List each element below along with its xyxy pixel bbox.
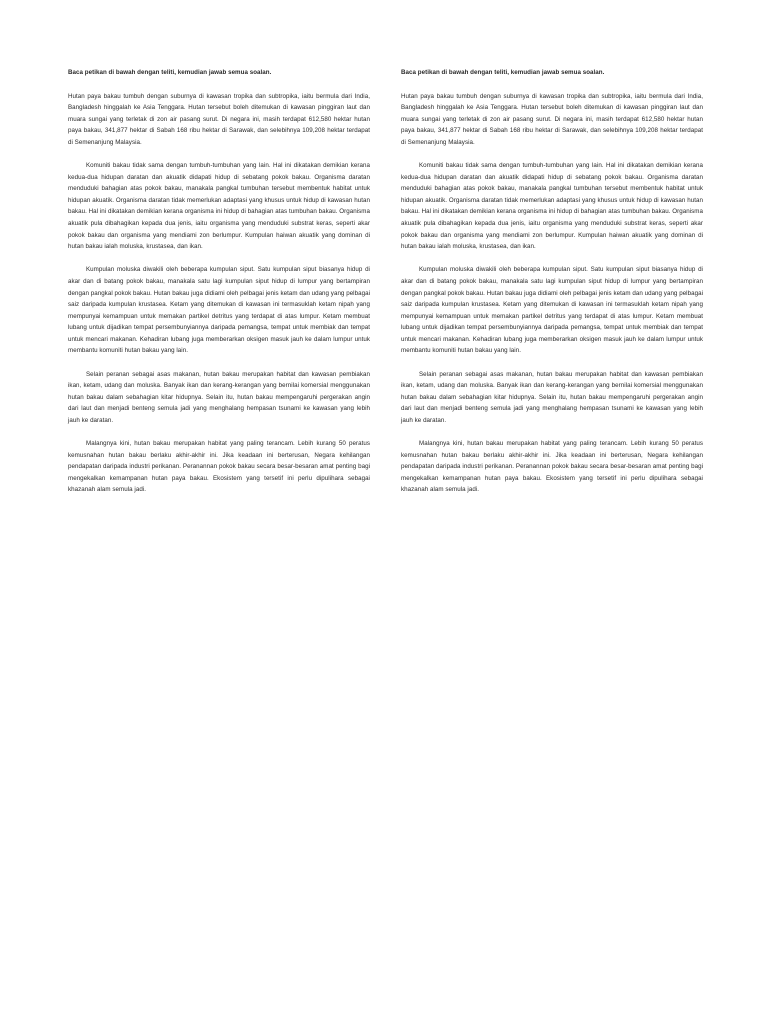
- paragraph-4: Selain peranan sebagai asas makanan, hutan bakau merupakan habitat dan kawasan pembiakan ikan, ketam, udang dan moluska. Banyak ikan dan kerang-kerangan yang bernilai komersial menggunakan hutan bakau dalam sebahagian kitar hidupnya. Selain itu, hutan bakau mempengaruhi pergerakan angin dari laut dan menjadi benteng semula jadi yang menghalang hempasan tsunami ke kawasan yang lebih jauh ke daratan.: [401, 370, 703, 424]
- passage-column-left: [68, 67, 370, 508]
- paragraph-3: Kumpulan moluska diwakili oleh beberapa kumpulan siput. Satu kumpulan siput biasanya hidup di akar dan di batang pokok bakau, manakala satu lagi kumpulan siput hidup di lumpur yang bertampiran dengan pangkal pokok bakau. Hutan bakau juga didiami oleh pelbagai jenis ketam dan udang yang pelbagai saiz daripada kumpulan krustasea. Ketam yang ditemukan di kawasan ini termasuklah ketam nipah yang mempunyai kemampuan untuk memakan partikel detritus yang terdapat di atas lumpur. Ketam membuat lubang untuk dijadikan tempat persembunyiannya daripada pemangsa, tempat untuk membiak dan tempat untuk mencari makanan. Kehadiran lubang juga memberarkan oksigen masuk jauh ke dalam lumpur untuk membantu komuniti hutan bakau yang lain.: [401, 266, 703, 355]
- paragraph-1: Hutan paya bakau tumbuh dengan suburnya di kawasan tropika dan subtropika, iaitu bermula dari India, Bangladesh hinggalah ke Asia Tenggara. Hutan tersebut boleh ditemukan di kawasan pinggiran laut dan muara sungai yang terletak di zon air pasang surut. Di negara ini, masih terdapat 612,580 hektar hutan paya bakau, 341,877 hektar di Sabah 168 ribu hektar di Sarawak, dan selebihnya 109,208 hektar terdapat di Semenanjung Malaysia.: [401, 92, 703, 146]
- paragraph-5: Malangnya kini, hutan bakau merupakan habitat yang paling terancam. Lebih kurang 50 peratus kemusnahan hutan bakau berlaku akhir-akhir ini. Jika keadaan ini berterusan, Negara kehilangan pendapatan daripada industri perikanan. Peranannan pokok bakau secara besar-besaran amat penting bagi mengekalkan kemampanan hutan paya bakau. Ekosistem yang tersetif ini perlu dipulihara sebagai khazanah alam semula jadi.: [68, 440, 370, 494]
- passage-column-right: [401, 67, 703, 508]
- paragraph-5: Malangnya kini, hutan bakau merupakan habitat yang paling terancam. Lebih kurang 50 peratus kemusnahan hutan bakau berlaku akhir-akhir ini. Jika keadaan ini berterusan, Negara kehilangan pendapatan daripada industri perikanan. Peranannan pokok bakau secara besar-besaran amat penting bagi mengekalkan kemampanan hutan paya bakau. Ekosistem yang tersetif ini perlu dipulihara sebagai khazanah alam semula jadi.: [401, 440, 703, 494]
- paragraph-3: Kumpulan moluska diwakili oleh beberapa kumpulan siput. Satu kumpulan siput biasanya hidup di akar dan di batang pokok bakau, manakala satu lagi kumpulan siput hidup di lumpur yang bertampiran dengan pangkal pokok bakau. Hutan bakau juga didiami oleh pelbagai jenis ketam dan udang yang pelbagai saiz daripada kumpulan krustasea. Ketam yang ditemukan di kawasan ini termasuklah ketam nipah yang mempunyai kemampuan untuk memakan partikel detritus yang terdapat di atas lumpur. Ketam membuat lubang untuk dijadikan tempat persembunyiannya daripada pemangsa, tempat untuk membiak dan tempat untuk mencari makanan. Kehadiran lubang juga memberarkan oksigen masuk jauh ke dalam lumpur untuk membantu komuniti hutan bakau yang lain.: [68, 266, 370, 355]
- paragraph-2: Komuniti bakau tidak sama dengan tumbuh-tumbuhan yang lain. Hal ini dikatakan demikian kerana kedua-dua hidupan daratan dan akuatik didapati hidup di sebatang pokok bakau. Organisma daratan menduduki bahagian atas pokok bakau, manakala pangkal tumbuhan tersebut membentuk habitat untuk hidupan akuatik. Organisma daratan tidak memerlukan adaptasi yang khusus untuk hidup di kawasan hutan bakau. Hal ini dikatakan demikian kerana organisma ini hidup di bahagian atas tumbuhan bakau. Organisma akuatik pula dibahagikan kepada dua jenis, iaitu organisma yang menduduki substrat keras, seperti akar pokok bakau dan organisma yang mendiami zon berlumpur. Kumpulan haiwan akuatik yang dominan di hutan bakau ialah moluska, krustasea, dan ikan.: [68, 162, 370, 251]
- instruction-text: Baca petikan di bawah dengan teliti, kemudian jawab semua soalan.: [68, 69, 272, 76]
- paragraph-4: Selain peranan sebagai asas makanan, hutan bakau merupakan habitat dan kawasan pembiakan ikan, ketam, udang dan moluska. Banyak ikan dan kerang-kerangan yang bernilai komersial menggunakan hutan bakau dalam sebahagian kitar hidupnya. Selain itu, hutan bakau mempengaruhi pergerakan angin dari laut dan menjadi benteng semula jadi yang menghalang hempasan tsunami ke kawasan yang lebih jauh ke daratan.: [68, 370, 370, 424]
- paragraph-2: Komuniti bakau tidak sama dengan tumbuh-tumbuhan yang lain. Hal ini dikatakan demikian kerana kedua-dua hidupan daratan dan akuatik didapati hidup di sebatang pokok bakau. Organisma daratan menduduki bahagian atas pokok bakau, manakala pangkal tumbuhan tersebut membentuk habitat untuk hidupan akuatik. Organisma daratan tidak memerlukan adaptasi yang khusus untuk hidup di kawasan hutan bakau. Hal ini dikatakan demikian kerana organisma ini hidup di bahagian atas tumbuhan bakau. Organisma akuatik pula dibahagikan kepada dua jenis, iaitu organisma yang menduduki substrat keras, seperti akar pokok bakau dan organisma yang mendiami zon berlumpur. Kumpulan haiwan akuatik yang dominan di hutan bakau ialah moluska, krustasea, dan ikan.: [401, 162, 703, 251]
- instruction-text: Baca petikan di bawah dengan teliti, kemudian jawab semua soalan.: [401, 69, 605, 76]
- paragraph-1: Hutan paya bakau tumbuh dengan suburnya di kawasan tropika dan subtropika, iaitu bermula dari India, Bangladesh hinggalah ke Asia Tenggara. Hutan tersebut boleh ditemukan di kawasan pinggiran laut dan muara sungai yang terletak di zon air pasang surut. Di negara ini, masih terdapat 612,580 hektar hutan paya bakau, 341,877 hektar di Sabah 168 ribu hektar di Sarawak, dan selebihnya 109,208 hektar terdapat di Semenanjung Malaysia.: [68, 92, 370, 146]
